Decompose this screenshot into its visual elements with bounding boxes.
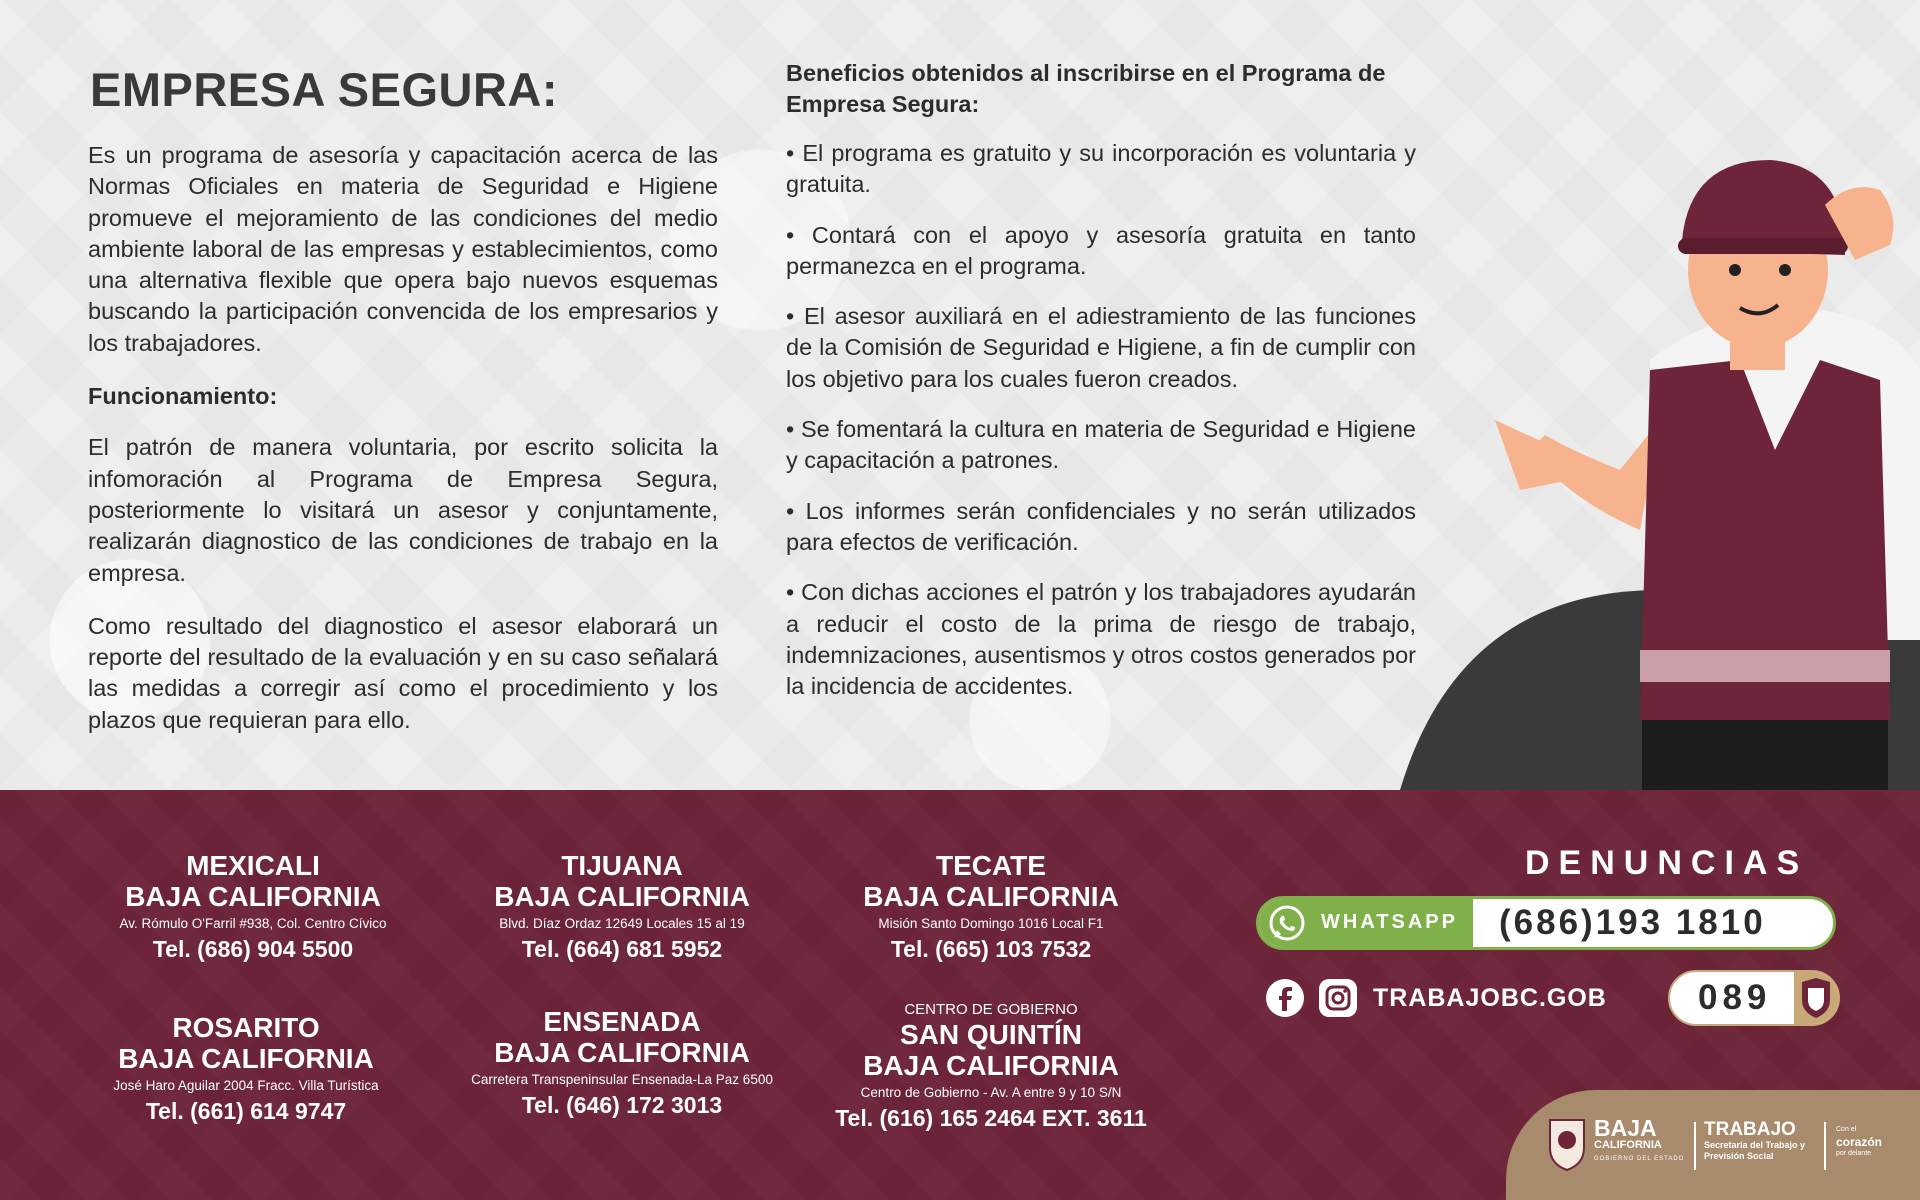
brand-line-1: BAJA <box>1594 1115 1657 1141</box>
office-phone[interactable]: Tel. (665) 103 7532 <box>890 936 1092 962</box>
emergency-number-pill[interactable] <box>1668 970 1840 1026</box>
whatsapp-pill[interactable] <box>1256 896 1836 950</box>
office-mexicali <box>73 850 433 963</box>
intro-paragraph: Es un programa de asesoría y capacitación acerca de las Normas Oficiales en materia de Seguridad e Higiene promueve el mejoramiento de las condiciones del medio ambiente laboral de las empresas y establecimientos, como una alternativa flexible que opera bajo nuevos esquemas buscando la participación convencida de los empresarios y los trabajadores. <box>88 142 718 356</box>
office-state: BAJA CALIFORNIA <box>125 881 381 912</box>
helmet-brim <box>1678 238 1848 254</box>
benefit-item: • Se fomentará la cultura en materia de Seguridad e Higiene y capacitación a patrones. <box>786 416 1416 474</box>
office-phone[interactable]: Tel. (686) 904 5500 <box>152 936 354 962</box>
office-phone[interactable]: Tel. (661) 614 9747 <box>145 1098 347 1124</box>
benefits-heading: Beneficios obtenidos al inscribirse en el Programa de Empresa Segura: <box>786 60 1386 117</box>
whatsapp-icon <box>1267 903 1307 943</box>
worker-illustration <box>1400 120 1920 790</box>
office-phone[interactable]: Tel. (646) 172 3013 <box>521 1092 723 1118</box>
slogan-post: por delante <box>1836 1150 1872 1157</box>
eye-left <box>1729 264 1741 276</box>
state-brand <box>1594 1115 1685 1166</box>
benefit-item: • Contará con el apoyo y asesoría gratuita en tanto permanezca en el programa. <box>786 221 1416 279</box>
slogan <box>1836 1124 1882 1160</box>
whatsapp-label-box <box>1259 899 1473 947</box>
office-phone[interactable]: Tel. (616) 165 2464 EXT. 3611 <box>835 1105 1147 1131</box>
government-footer <box>1506 1090 1920 1200</box>
emergency-number[interactable]: 089 <box>1698 978 1772 1017</box>
funcionamiento-paragraph-1: El patrón de manera voluntaria, por escrito solicita la infomoración al Programa de Empresa Segura, posteriormente lo visitará un asesor y conjuntamente, realizarán diagnostico de las condiciones de trabajo en la empresa. <box>88 434 718 586</box>
instagram-icon[interactable] <box>1318 978 1358 1018</box>
state-seal-icon <box>1546 1112 1588 1172</box>
brand-line-2: CALIFORNIA <box>1594 1139 1662 1151</box>
office-address: Misión Santo Domingo 1016 Local F1 <box>878 916 1104 931</box>
police-shield-icon <box>1794 972 1838 1024</box>
slogan-main: corazón <box>1836 1135 1883 1149</box>
benefit-item: • El asesor auxiliará en el adiestramiento de las funciones de la Comisión de Seguridad e Higiene, a fin de cumplir con los objetivo para los cuales fueron creados. <box>786 303 1416 392</box>
divider <box>1694 1122 1696 1170</box>
whatsapp-label: WHATSAPP <box>1321 911 1458 933</box>
office-city: ENSENADA <box>543 1006 701 1037</box>
office-state: BAJA CALIFORNIA <box>118 1043 374 1074</box>
office-state: BAJA CALIFORNIA <box>863 881 1119 912</box>
office-state: BAJA CALIFORNIA <box>863 1050 1119 1081</box>
office-city: TECATE <box>936 850 1046 881</box>
vest-stripe <box>1640 650 1890 682</box>
office-city: TIJUANA <box>561 850 683 881</box>
denuncias-title: DENUNCIAS <box>1525 844 1809 882</box>
benefit-item: • Los informes serán confidenciales y no serán utilizados para efectos de verificación. <box>786 497 1416 555</box>
benefit-item: • El programa es gratuito y su incorporación es voluntaria y gratuita. <box>786 140 1416 198</box>
left-column <box>88 140 718 758</box>
office-city: MEXICALI <box>186 850 320 881</box>
office-address: Blvd. Díaz Ordaz 12649 Locales 15 al 19 <box>499 916 745 931</box>
office-address: Carretera Transpeninsular Ensenada-La Paz 6500 <box>471 1072 773 1087</box>
office-city: ROSARITO <box>172 1012 320 1043</box>
office-tecate <box>811 850 1171 963</box>
funcionamiento-paragraph-2: Como resultado del diagnostico el asesor elaborará un reporte del resultado de la evaluación y en su caso señalará las medidas a corregir así como el procedimiento y los plazos que requieran para ello. <box>88 612 718 733</box>
office-address: Av. Rómulo O'Farril #938, Col. Centro Cívico <box>119 916 387 931</box>
office-address: Centro de Gobierno - Av. A entre 9 y 10 S/N <box>860 1085 1122 1100</box>
pants <box>1642 720 1888 790</box>
divider <box>1824 1122 1826 1170</box>
office-state: BAJA CALIFORNIA <box>494 1037 750 1068</box>
slogan-pre: Con el <box>1836 1126 1857 1133</box>
secretaria-subtitle: Secretaría del Trabajo y Previsión Social <box>1704 1140 1806 1161</box>
funcionamiento-heading: Funcionamiento: <box>88 383 278 410</box>
benefits-column <box>786 58 1416 721</box>
facebook-icon[interactable] <box>1265 978 1305 1018</box>
office-san-quintin <box>811 1001 1171 1132</box>
pointing-hand <box>1495 420 1570 490</box>
secretaria-brand <box>1704 1120 1814 1162</box>
page-title: EMPRESA SEGURA: <box>90 63 558 116</box>
office-phone[interactable]: Tel. (664) 681 5952 <box>521 936 723 962</box>
office-state: BAJA CALIFORNIA <box>494 881 750 912</box>
eye-right <box>1779 264 1791 276</box>
whatsapp-number[interactable]: (686)193 1810 <box>1499 903 1766 942</box>
office-city: SAN QUINTÍN <box>900 1019 1082 1050</box>
secretaria-name: TRABAJO <box>1704 1119 1796 1140</box>
office-rosarito <box>66 1012 426 1125</box>
office-pre-label: CENTRO DE GOBIERNO <box>904 1001 1078 1018</box>
office-tijuana <box>442 850 802 963</box>
office-address: José Haro Aguilar 2004 Fracc. Villa Turística <box>113 1078 379 1093</box>
brand-line-3: GOBIERNO DEL ESTADO <box>1594 1156 1685 1162</box>
benefit-item: • Con dichas acciones el patrón y los trabajadores ayudarán a reducir el costo de la prima de riesgo de trabajo, indemnizaciones, ausentismos y otros costos generados por la incidencia de accidentes. <box>786 579 1416 700</box>
website-link[interactable]: TRABAJOBC.GOB <box>1373 984 1607 1012</box>
office-ensenada <box>442 1006 802 1119</box>
